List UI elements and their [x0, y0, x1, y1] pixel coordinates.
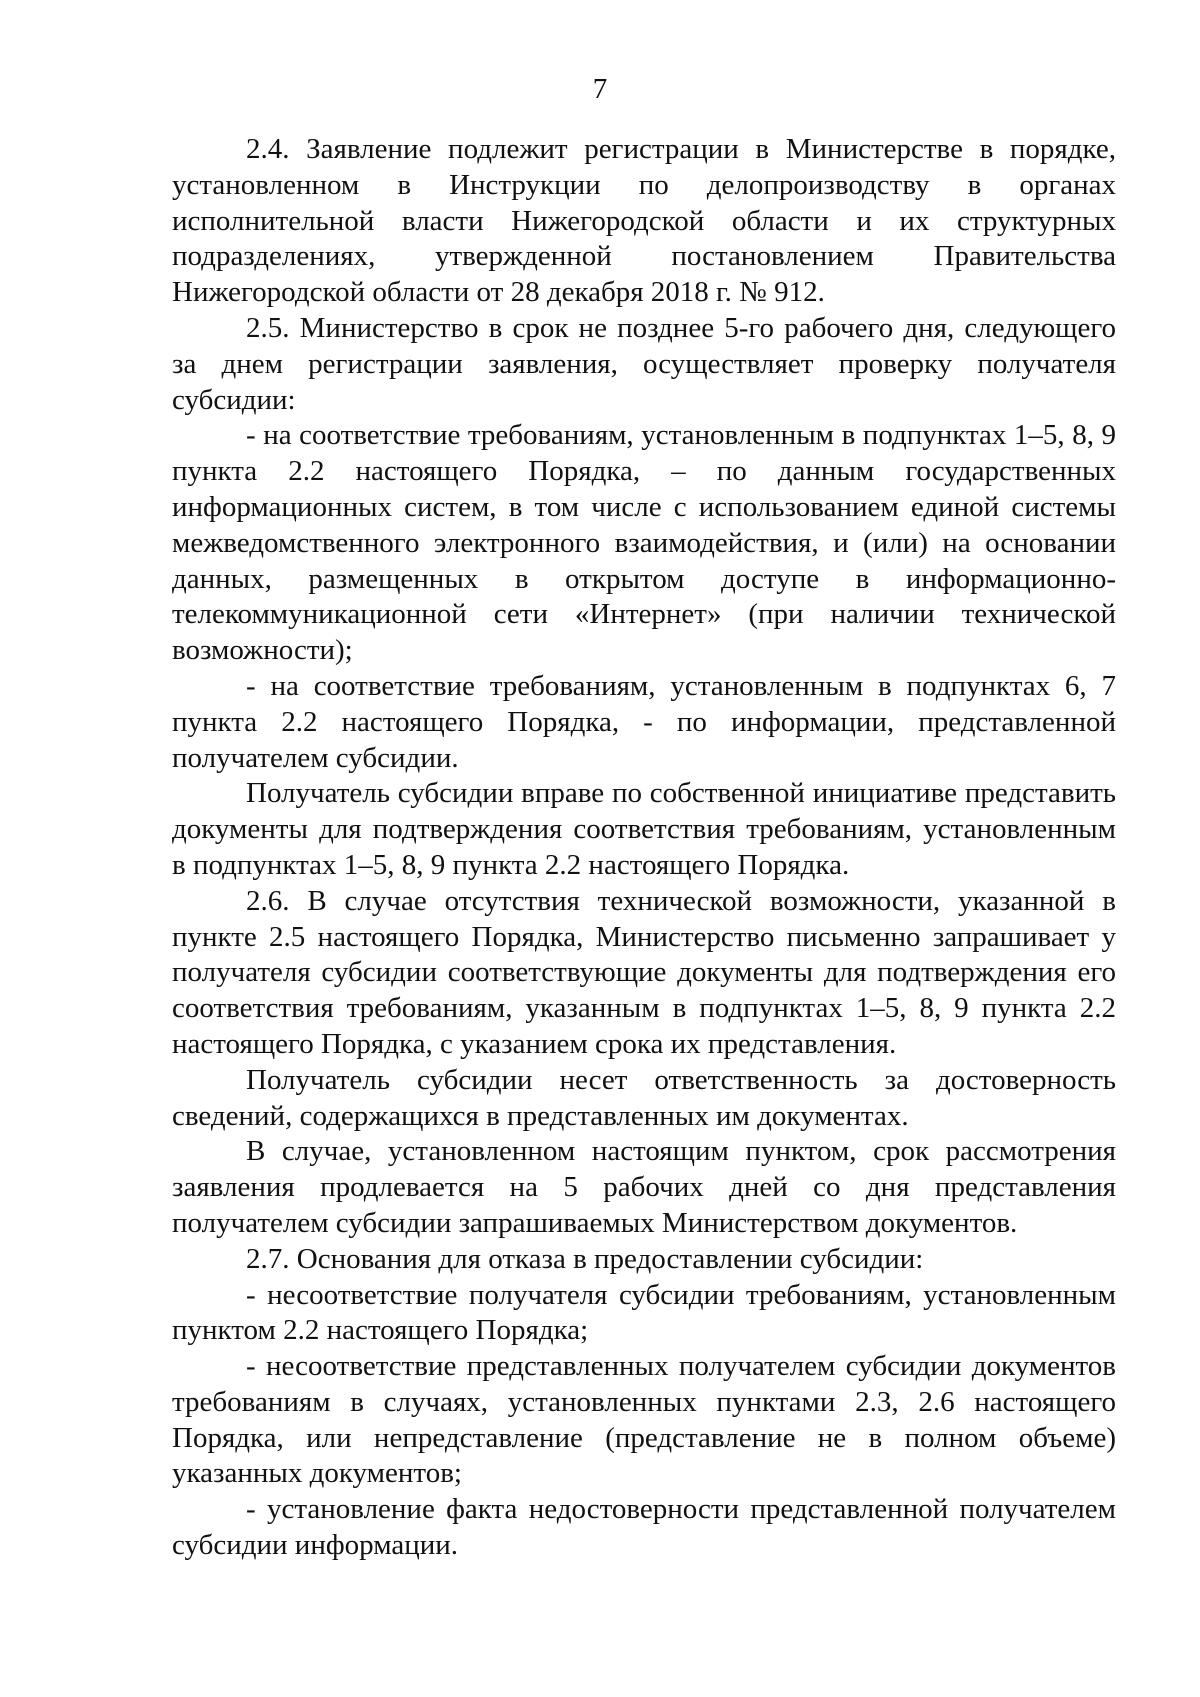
page-number: 7 [592, 73, 608, 105]
paragraph-2-5-note: Получатель субсидии вправе по собственной инициативе представить документы для подтверждения соответствия требованиям, установленным в подпунктах 1–5, 8, 9 пункта 2.2 настоящего Порядка. [172, 777, 1116, 881]
paragraph-2-7: 2.7. Основания для отказа в предоставлении субсидии: [246, 1242, 924, 1275]
paragraph-2-6-extension: В случае, установленном настоящим пунктом, срок рассмотрения заявления продлевается на 5 рабочих дней со дня представления получателем субсидии запрашиваемых Министерством документов. [172, 1135, 1116, 1239]
paragraph-2-4: 2.4. Заявление подлежит регистрации в Министерстве в порядке, установленном в Инструкции по делопроизводству в органах исполнительной власти Нижегородской области и их структурных подразделениях, утвержденной постановлением Правительства Нижегородской области от 28 декабря 2018 г. № 912. [172, 133, 1116, 309]
paragraph-2-6: 2.6. В случае отсутствия технической возможности, указанной в пункте 2.5 настоящего Порядка, Министерство письменно запрашивает у получателя субсидии соответствующие документы для подтверждения его соответствия требованиям, указанным в подпунктах 1–5, 8, 9 пункта 2.2 настоящего Порядка, с указанием срока их представления. [172, 884, 1116, 1060]
paragraph-2-6-responsibility: Получатель субсидии несет ответственность за достоверность сведений, содержащихся в представленных им документах. [172, 1063, 1116, 1132]
paragraph-2-7-item-1: - несоответствие получателя субсидии требованиям, установленным пунктом 2.2 настоящего Порядка; [172, 1278, 1116, 1347]
paragraph-2-7-item-3: - установление факта недостоверности представленной получателем субсидии информации. [172, 1493, 1116, 1562]
paragraph-2-5: 2.5. Министерство в срок не позднее 5-го рабочего дня, следующего за днем регистрации заявления, осуществляет проверку получателя субсидии: [172, 311, 1116, 416]
paragraph-2-5-item-2: - на соответствие требованиям, установленным в подпунктах 6, 7 пункта 2.2 настоящего Порядка, - по информации, представленной получателем субсидии. [172, 669, 1116, 774]
paragraph-2-7-item-2: - несоответствие представленных получателем субсидии документов требованиям в случаях, установленных пунктами 2.3, 2.6 настоящего Порядка, или непредставление (представление не в полном объеме) указанных документов; [172, 1350, 1116, 1490]
paragraph-2-5-item-1: - на соответствие требованиям, установленным в подпунктах 1–5, 8, 9 пункта 2.2 настоящего Порядка, – по данным государственных информационных систем, в том числе с использованием единой системы межведомственного электронного взаимодействия, и (или) на основании данных, размещенных в открытом доступе в информационно-телекоммуникационной сети «Интернет» (при наличии технической возможности); [172, 419, 1116, 667]
document-body [172, 132, 1116, 1564]
